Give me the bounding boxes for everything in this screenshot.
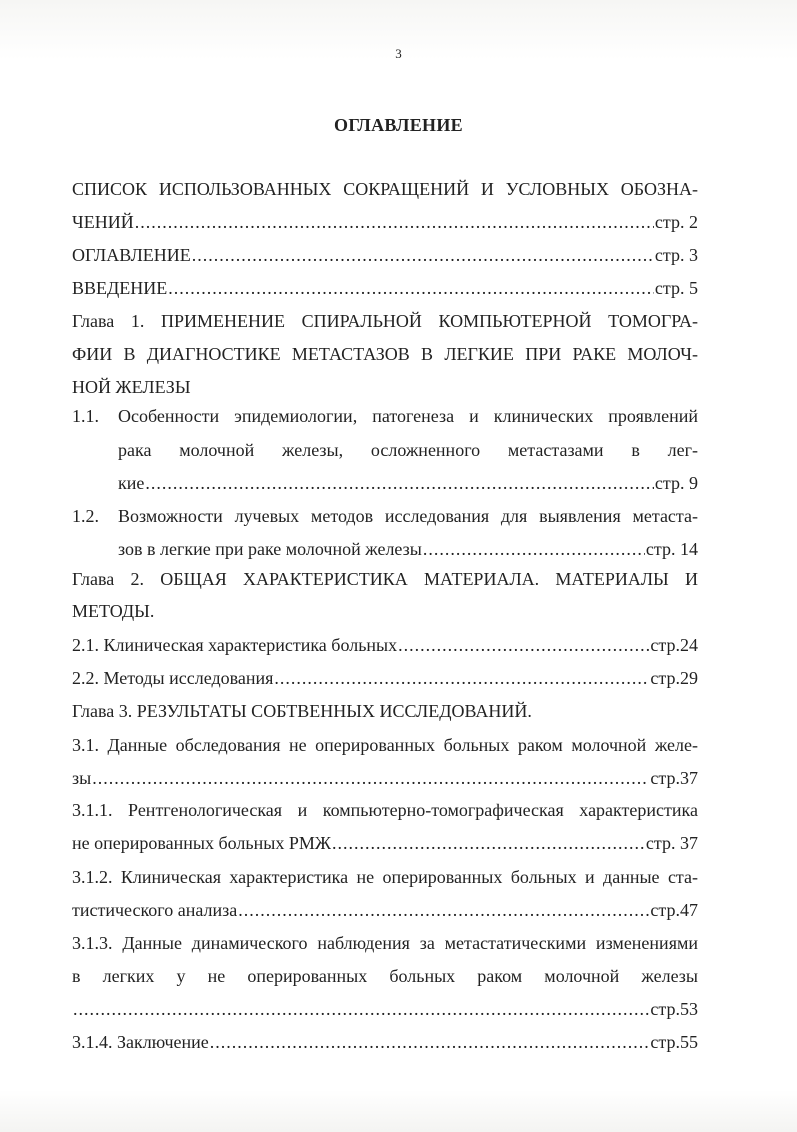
toc-entry-s3-1[interactable] <box>72 767 698 789</box>
toc-page-ref: стр. 5 <box>654 278 698 298</box>
toc-entry-title: ЧЕНИЙ <box>72 212 134 232</box>
toc-page-ref: стр.53 <box>650 999 698 1019</box>
toc-page-ref: стр.47 <box>650 900 698 920</box>
leader-dots <box>135 211 654 233</box>
toc-s3-1-2-line1: 3.1.2. Клиническая характеристика не оперированных больных и данные ста- <box>72 867 698 887</box>
toc-chapter1-line1: Глава 1. ПРИМЕНЕНИЕ СПИРАЛЬНОЙ КОМПЬЮТЕРНОЙ ТОМОГРА- <box>72 311 698 331</box>
leader-dots <box>145 472 654 494</box>
leader-dots <box>168 277 654 299</box>
toc-page-ref: стр. 3 <box>654 245 698 265</box>
toc-entry-title: тистического анализа <box>72 900 238 920</box>
toc-abbrev-line1: СПИСОК ИСПОЛЬЗОВАННЫХ СОКРАЩЕНИЙ И УСЛОВНЫХ ОБОЗНА- <box>72 179 698 199</box>
toc-chapter3: Глава 3. РЕЗУЛЬТАТЫ СОБТВЕННЫХ ИССЛЕДОВАНИЙ. <box>72 701 532 721</box>
toc-page-ref: стр. 9 <box>654 473 698 493</box>
toc-page-ref: стр.37 <box>650 768 698 788</box>
toc-s3-1-3-line2: в легких у не оперированных больных раком молочной железы <box>72 966 698 986</box>
leader-dots <box>274 667 649 689</box>
leader-dots <box>192 244 654 266</box>
toc-chapter2-line2: МЕТОДЫ. <box>72 601 155 621</box>
toc-page-ref: стр. 37 <box>645 833 698 853</box>
leader-dots <box>423 538 645 560</box>
page-title: ОГЛАВЛЕНИЕ <box>334 115 463 135</box>
toc-entry-title: 3.1.4. Заключение <box>72 1032 209 1052</box>
toc-entry-abbrev[interactable] <box>72 211 698 233</box>
toc-s3-1-line1: 3.1. Данные обследования не оперированных больных раком молочной желе- <box>72 735 698 755</box>
toc-entry-s3-1-1[interactable] <box>72 832 698 854</box>
leader-dots <box>332 832 645 854</box>
toc-s1-1-line1: Особенности эпидемиологии, патогенеза и клинических проявлений <box>118 406 698 426</box>
toc-chapter2-line1: Глава 2. ОБЩАЯ ХАРАКТЕРИСТИКА МАТЕРИАЛА. МАТЕРИАЛЫ И <box>72 569 698 589</box>
toc-chapter1-line2: ФИИ В ДИАГНОСТИКЕ МЕТАСТАЗОВ В ЛЕГКИЕ ПРИ РАКЕ МОЛОЧ- <box>72 344 698 364</box>
toc-entry-title: ОГЛАВЛЕНИЕ <box>72 245 191 265</box>
leader-dots <box>73 998 649 1020</box>
toc-page-ref: стр.24 <box>650 635 698 655</box>
toc-page-ref: стр.55 <box>650 1032 698 1052</box>
toc-entry-title: зы <box>72 768 92 788</box>
toc-entry-title: не оперированных больных РМЖ <box>72 833 331 853</box>
toc-entry-s3-1-2[interactable] <box>72 899 698 921</box>
leader-dots <box>210 1031 650 1053</box>
toc-s3-1-3-line1: 3.1.3. Данные динамического наблюдения за метастатическими изменениями <box>72 933 698 953</box>
toc-entry-title: зов в легкие при раке молочной железы <box>118 539 422 559</box>
toc-page-ref: стр. 2 <box>654 212 698 232</box>
toc-entry-title: 2.2. Методы исследования <box>72 668 274 688</box>
page-number: 3 <box>395 46 402 61</box>
leader-dots <box>398 634 649 656</box>
toc-entry-s2-2[interactable] <box>72 667 698 689</box>
toc-entry-s1-2[interactable] <box>118 538 698 560</box>
toc-entry-title: ВВЕДЕНИЕ <box>72 278 168 298</box>
toc-entry-contents[interactable] <box>72 244 698 266</box>
toc-page-ref: стр. 14 <box>645 539 698 559</box>
toc-entry-title: кие <box>118 473 145 493</box>
toc-entry-s2-1[interactable] <box>72 634 698 656</box>
leader-dots <box>238 899 649 921</box>
toc-s1-2-line1: Возможности лучевых методов исследования для выявления метаста- <box>118 506 698 526</box>
toc-s1-1-line2: рака молочной железы, осложненного метастазами в лег- <box>118 440 698 460</box>
toc-entry-s1-1[interactable] <box>118 472 698 494</box>
toc-entry-intro[interactable] <box>72 277 698 299</box>
leader-dots <box>92 767 649 789</box>
toc-page-ref: стр.29 <box>650 668 698 688</box>
toc-chapter1-line3: НОЙ ЖЕЛЕЗЫ <box>72 377 191 397</box>
toc-entry-s3-1-4[interactable] <box>72 1031 698 1053</box>
section-number: 1.2. <box>72 506 99 526</box>
section-number: 1.1. <box>72 406 99 426</box>
toc-entry-s3-1-3[interactable] <box>72 998 698 1020</box>
toc-entry-title: 2.1. Клиническая характеристика больных <box>72 635 398 655</box>
toc-s3-1-1-line1: 3.1.1. Рентгенологическая и компьютерно-томографическая характеристика <box>72 800 698 820</box>
